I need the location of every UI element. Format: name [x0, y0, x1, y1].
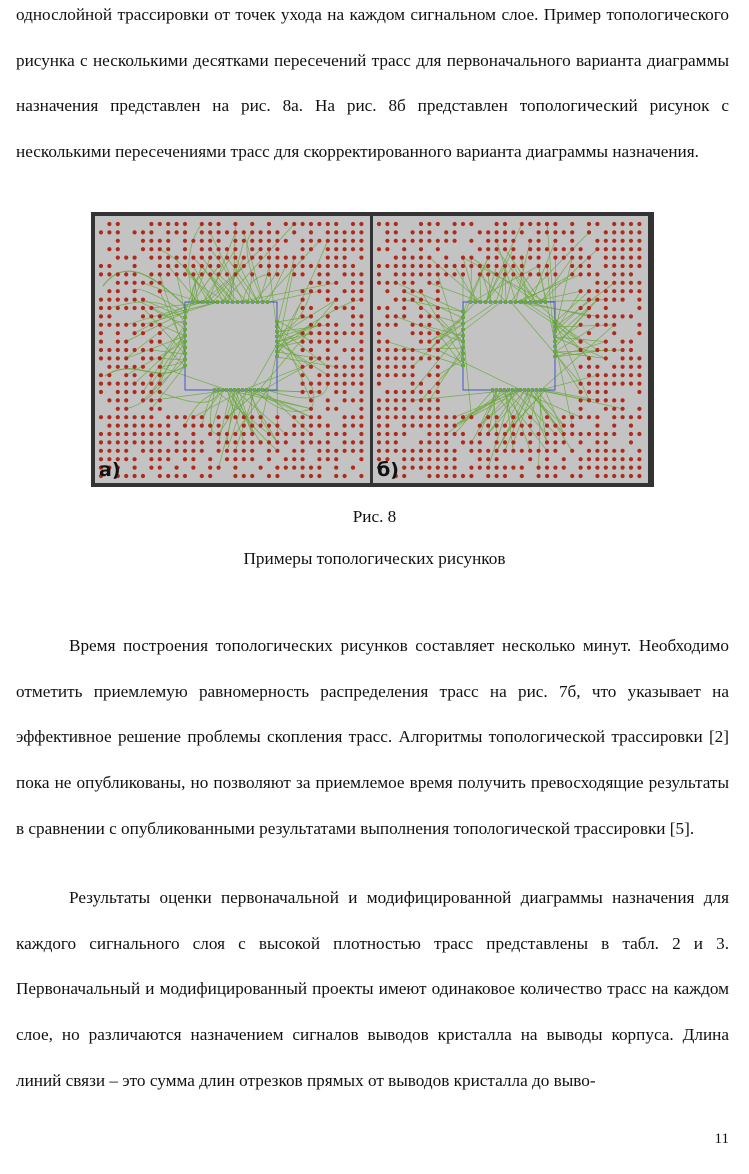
- paragraph-results: Результаты оценки первоначальной и модифицированной диаграммы назначения для каждого сигнального слоя с высокой плотностью трасс представлены в табл. 2 и 3. Первоначальный и модифицированный проекты имеют одинаковое количество трасс на каждом слое, но различаются назначением сигналов выводов кристалла на выводы корпуса. Длина линий связи – это сумма длин отрезков прямых от выводов кристалла до выво-: [16, 888, 729, 1090]
- panel-label-a: а): [99, 459, 121, 481]
- panel-label-b: б): [377, 459, 399, 481]
- figure-8: [91, 212, 654, 487]
- topology-drawing-a: [95, 216, 370, 483]
- panel-b: [373, 216, 648, 483]
- figure-caption-title: Примеры топологических рисунков: [243, 549, 506, 568]
- panel-a: [95, 216, 370, 483]
- paragraph-intro: однослойной трассировки от точек ухода на каждом сигнальном слое. Пример топологического рисунка с несколькими десятками пересечений трасс для первоначального варианта диаграммы назначения представлен на рис. 8а. На рис. 8б представлен топологический рисунок с несколькими пересечениями трасс для скорректированного варианта диаграммы назначения.: [16, 5, 729, 162]
- page-number: 11: [714, 1131, 729, 1147]
- figure-caption-number: Рис. 8: [352, 507, 397, 526]
- paragraph-timing: Время построения топологических рисунков составляет несколько минут. Необходимо отметить приемлемую равномерность распределения трасс на рис. 7б, что указывает на эффективное решение проблемы скопления трасс. Алгоритмы топологической трассировки [2] пока не опубликованы, но позволяют за приемлемое время получить превосходящие результаты в сравнении с опубликованными результатами выполнения топологической трассировки [5].: [16, 636, 729, 838]
- topology-drawing-b: [373, 216, 648, 483]
